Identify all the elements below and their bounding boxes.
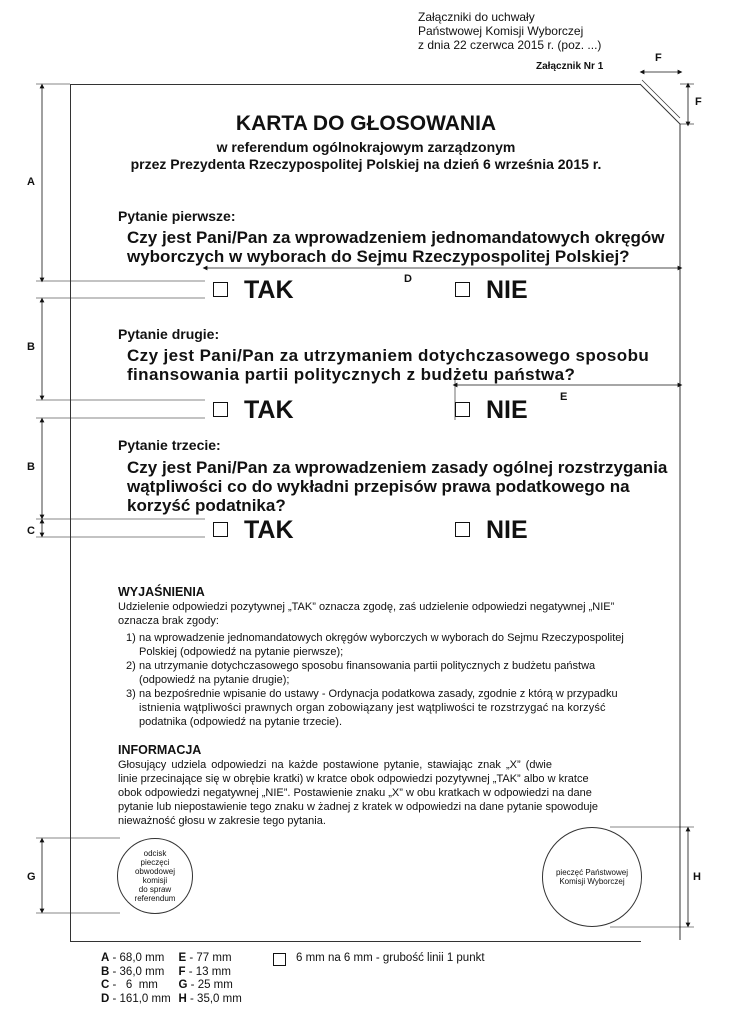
legend-box-sample: [273, 953, 286, 966]
legend-key: G: [178, 979, 188, 991]
q1-yes-label: TAK: [244, 276, 294, 304]
dimension-legend: [101, 952, 242, 1006]
legend-value: - 35,0 mm: [190, 992, 242, 1005]
question-2-line-1: Czy jest Pani/Pan za utrzymaniem dotychczasowego sposobu: [127, 346, 650, 365]
dim-label-b1: B: [27, 341, 35, 353]
information-line-1: Głosujący udziela odpowiedzi na każde postawione pytanie, stawiając znak „X” (dwie: [118, 759, 552, 771]
legend-row: [101, 993, 242, 1007]
dim-label-g: G: [27, 871, 36, 883]
header-line-1: Załączniki do uchwały: [418, 10, 535, 24]
legend-row: [101, 979, 242, 993]
explanation-2-num: 2): [126, 660, 136, 672]
q3-no-checkbox[interactable]: [455, 522, 470, 537]
dim-label-c: C: [27, 525, 35, 537]
question-2-label: Pytanie drugie:: [118, 326, 220, 342]
header-line-2: Państwowej Komisji Wyborczej: [418, 24, 584, 38]
explanation-1-num: 1): [126, 632, 136, 644]
q2-yes-checkbox[interactable]: [213, 402, 228, 417]
dim-label-d: D: [404, 273, 412, 285]
stamp-left-line-6: referendum: [134, 894, 176, 903]
legend-row: [101, 952, 242, 966]
explanation-2-line-2: (odpowiedź na pytanie drugie);: [139, 674, 290, 686]
stamp-left-line-1: odcisk: [143, 849, 167, 858]
stamp-left-line-3: obwodowej: [134, 867, 175, 876]
dim-label-h: H: [693, 871, 701, 883]
question-3-line-3: korzyść podatnika?: [127, 496, 286, 515]
dim-label-f1: F: [655, 52, 662, 64]
ballot-subtitle-2: przez Prezydenta Rzeczypospolitej Polskiej na dzień 6 września 2015 r.: [130, 156, 602, 172]
legend-key: E: [178, 952, 187, 964]
header-line-3: z dnia 22 czerwca 2015 r. (poz. ...): [418, 38, 602, 52]
explanation-3-line-3: podatnika (odpowiedź na pytanie trzecie).: [139, 716, 343, 728]
legend-key: C: [101, 979, 110, 991]
stamp-right-line-1: pieczęć Państwowej: [555, 868, 629, 877]
q1-no-label: NIE: [486, 276, 528, 304]
question-2-line-2: finansowania partii politycznych z budżetu państwa?: [127, 365, 576, 384]
q2-no-label: NIE: [486, 396, 528, 424]
ballot-subtitle-1: w referendum ogólnokrajowym zarządzonym: [216, 139, 516, 155]
legend-value: - 6 mm: [112, 979, 158, 991]
information-line-5: nieważność głosu w zakresie tego pytania.: [118, 815, 326, 827]
question-3-line-2: wątpliwości co do wykładni przepisów prawa podatkowego na: [127, 477, 630, 496]
dim-label-e: E: [560, 391, 568, 403]
question-3-line-1: Czy jest Pani/Pan za wprowadzeniem zasady ogólnej rozstrzygania: [127, 458, 668, 477]
explanations-heading: WYJAŚNIENIA: [118, 585, 205, 599]
q3-no-label: NIE: [486, 516, 528, 544]
legend-key: B: [101, 965, 110, 978]
legend-key: F: [178, 965, 186, 978]
legend-value: - 36,0 mm: [112, 965, 165, 978]
stamp-left-line-4: komisji: [142, 876, 168, 885]
legend-value: - 13 mm: [188, 965, 231, 978]
explanation-1-line-1: na wprowadzenie jednomandatowych okręgów wyborczych w wyborach do Sejmu Rzeczypospolitej: [139, 632, 624, 644]
commission-stamp-area: [117, 838, 193, 914]
explanation-3-num: 3): [126, 688, 136, 700]
explanation-3-line-2: istnienia wątpliwości prawnych organ zobowiązany jest wątpliwości te rozstrzygać na korzyść: [139, 702, 606, 714]
ballot-title: KARTA DO GŁOSOWANIA: [235, 112, 497, 135]
legend-box-note: 6 mm na 6 mm - grubość linii 1 punkt: [296, 952, 485, 964]
dim-label-a: A: [27, 176, 35, 188]
information-line-3: obok odpowiedzi negatywnej „NIE”. Postawienie znaku „X” w obu kratkach w odpowiedzi na dane: [118, 787, 592, 799]
explanations-intro-1: Udzielenie odpowiedzi pozytywnej „TAK” oznacza zgodę, zaś udzielenie odpowiedzi negatywnej „NIE”: [118, 601, 615, 613]
q3-yes-label: TAK: [244, 516, 294, 544]
q1-no-checkbox[interactable]: [455, 282, 470, 297]
question-3-label: Pytanie trzecie:: [118, 437, 221, 453]
stamp-left-line-2: pieczęci: [140, 858, 170, 867]
legend-key: D: [101, 992, 110, 1005]
pkw-stamp-area: [542, 827, 642, 927]
annex-label: Załącznik Nr 1: [536, 61, 604, 72]
explanations-intro-2: oznacza brak zgody:: [118, 615, 219, 627]
q1-yes-checkbox[interactable]: [213, 282, 228, 297]
information-line-2: linie przecinające się w obrębie kratki) w kratce obok odpowiedzi pozytywnej „TAK” albo w kratce: [118, 773, 589, 785]
explanation-2-line-1: na utrzymanie dotychczasowego sposobu finansowania partii politycznych z budżetu państwa: [139, 660, 596, 672]
legend-value: - 161,0 mm: [112, 992, 171, 1005]
dim-label-f2: F: [695, 96, 702, 108]
legend-value: - 25 mm: [190, 979, 233, 991]
explanation-1-line-2: Polskiej (odpowiedź na pytanie pierwsze);: [139, 646, 344, 658]
q3-yes-checkbox[interactable]: [213, 522, 228, 537]
question-1-line-2: wyborczych w wyborach do Sejmu Rzeczypospolitej Polskiej?: [127, 247, 630, 266]
legend-value: - 68,0 mm: [112, 952, 165, 964]
legend-value: - 77 mm: [189, 952, 232, 964]
stamp-left-line-5: do spraw: [138, 885, 172, 894]
q2-no-checkbox[interactable]: [455, 402, 470, 417]
question-1-label: Pytanie pierwsze:: [118, 208, 236, 224]
legend-key: A: [101, 952, 110, 964]
dim-label-b2: B: [27, 461, 35, 473]
stamp-right-line-2: Komisji Wyborczej: [559, 877, 625, 886]
q2-yes-label: TAK: [244, 396, 294, 424]
legend-row: [101, 966, 242, 980]
information-line-4: pytanie lub niepostawienie tego znaku w żadnej z kratek w odpowiedzi na dane pytanie spowoduje: [118, 801, 599, 813]
legend-key: H: [178, 992, 187, 1005]
question-1-line-1: Czy jest Pani/Pan za wprowadzeniem jednomandatowych okręgów: [127, 228, 665, 247]
information-heading: INFORMACJA: [118, 743, 202, 757]
explanation-3-line-1: na bezpośrednie wpisanie do ustawy - Ordynacja podatkowa zasady, zgodnie z którą w przypadku: [139, 688, 618, 700]
